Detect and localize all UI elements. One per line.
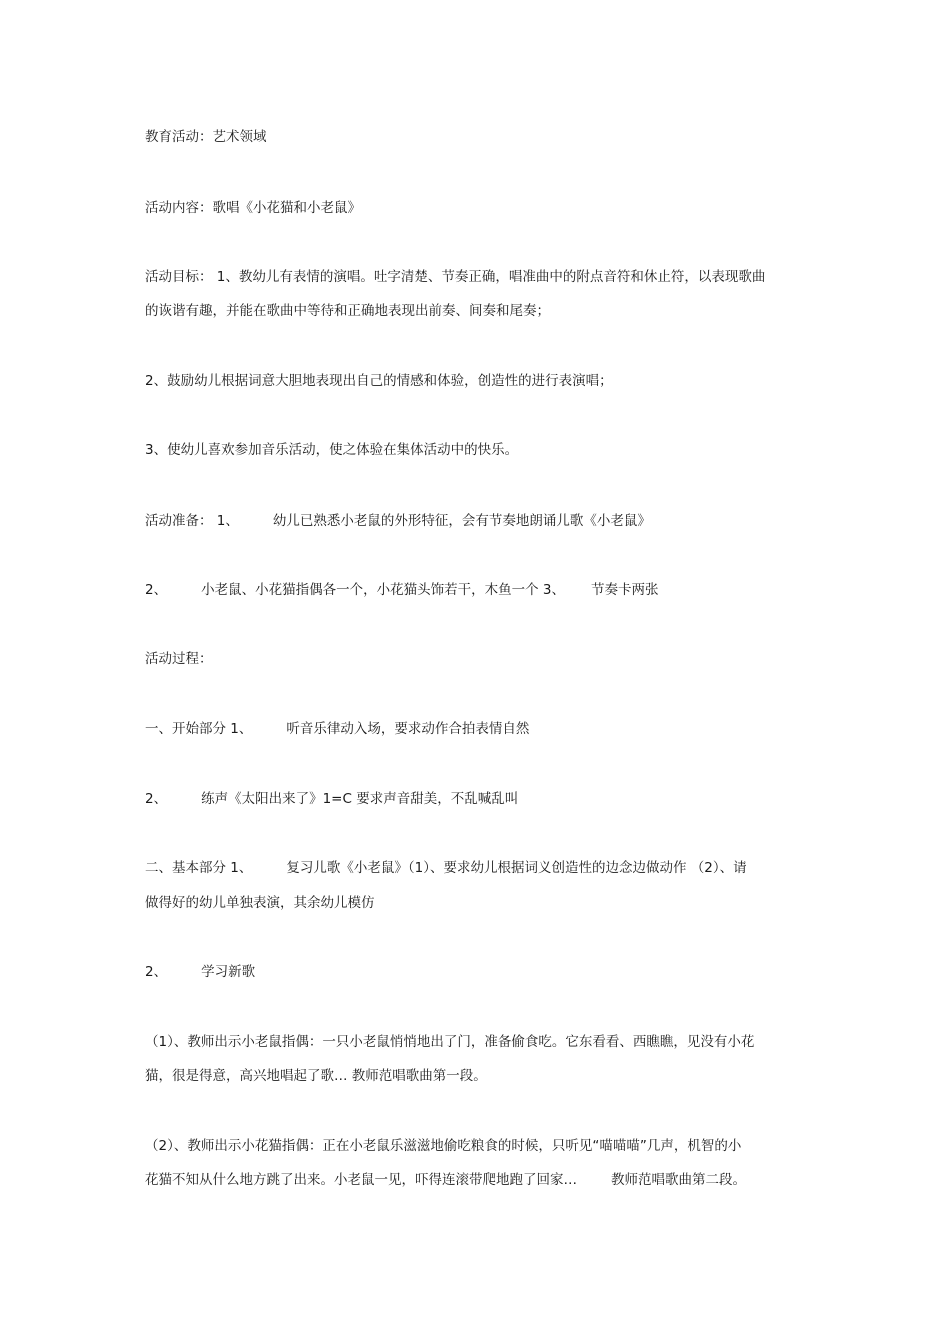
- activity-goal-2: 2、鼓励幼儿根据词意大胆地表现出自己的情感和体验，创造性的进行表演唱；: [145, 373, 613, 389]
- prep-label: 活动准备： 1、: [145, 513, 239, 529]
- basic-section-line-1: [145, 858, 815, 878]
- prep-text: 幼儿已熟悉小老鼠的外形特征，会有节奏地朗诵儿歌《小老鼠》: [272, 513, 651, 529]
- start2-text: 练声《太阳出来了》1=C 要求声音甜美，不乱喊乱叫: [201, 791, 519, 807]
- activity-goal-line-1: 活动目标： 1、教幼儿有表情的演唱。吐字清楚、节奏正确，唱准曲中的附点音符和休止符，以表现歌曲: [145, 269, 766, 285]
- activity-goal-line-2: 的诙谐有趣，并能在歌曲中等待和正确地表现出前奏、间奏和尾奏；: [145, 303, 550, 319]
- step-2-text: 花猫不知从什么地方跳了出来。小老鼠一见，吓得连滚带爬地跑了回家…: [145, 1172, 577, 1188]
- activity-goal-3: 3、使幼儿喜欢参加音乐活动，使之体验在集体活动中的快乐。: [145, 442, 519, 458]
- basic-label: 二、基本部分 1、: [145, 860, 253, 876]
- start-label: 一、开始部分 1、: [145, 721, 253, 737]
- basic-text: 复习儿歌《小老鼠》（1）、要求幼儿根据词义创造性的边念边做动作 （2）、请: [286, 860, 747, 876]
- start2-number: 2、: [145, 791, 168, 807]
- prep2-number: 2、: [145, 582, 168, 598]
- step-1-line-2: 猫，很是得意，高兴地唱起了歌… 教师范唱歌曲第一段。: [145, 1068, 487, 1084]
- step-1-line-1: （1）、教师出示小老鼠指偶：一只小老鼠悄悄地出了门，准备偷食吃。它东看看、西瞧瞧，见没有小花: [145, 1034, 755, 1050]
- start-section-1: [145, 719, 815, 739]
- basic-section-line-2: 做得好的幼儿单独表演，其余幼儿模仿: [145, 895, 375, 911]
- step-2-demo: 教师范唱歌曲第二段。: [611, 1172, 746, 1188]
- activity-field: 教育活动：艺术领域: [145, 129, 267, 145]
- step-2-line-1: （2）、教师出示小花猫指偶：正在小老鼠乐滋滋地偷吃粮食的时候，只听见“喵喵喵”几声，机智的小: [145, 1138, 742, 1154]
- learn-new-song: [145, 962, 815, 982]
- prep2-rhythm-cards: 节奏卡两张: [590, 582, 659, 598]
- activity-prep-1: [145, 511, 815, 531]
- start-section-2: [145, 789, 815, 809]
- start-text: 听音乐律动入场，要求动作合拍表情自然: [286, 721, 530, 737]
- prep2-text: 小老鼠、小花猫指偶各一个，小花猫头饰若干，木鱼一个 3、: [201, 582, 565, 598]
- learn-text: 学习新歌: [201, 964, 256, 980]
- activity-content: 活动内容：歌唱《小花猫和小老鼠》: [145, 200, 361, 216]
- activity-process-heading: 活动过程：: [145, 651, 213, 667]
- activity-prep-2: [145, 580, 815, 600]
- learn-number: 2、: [145, 964, 168, 980]
- step-2-line-2: [145, 1170, 815, 1190]
